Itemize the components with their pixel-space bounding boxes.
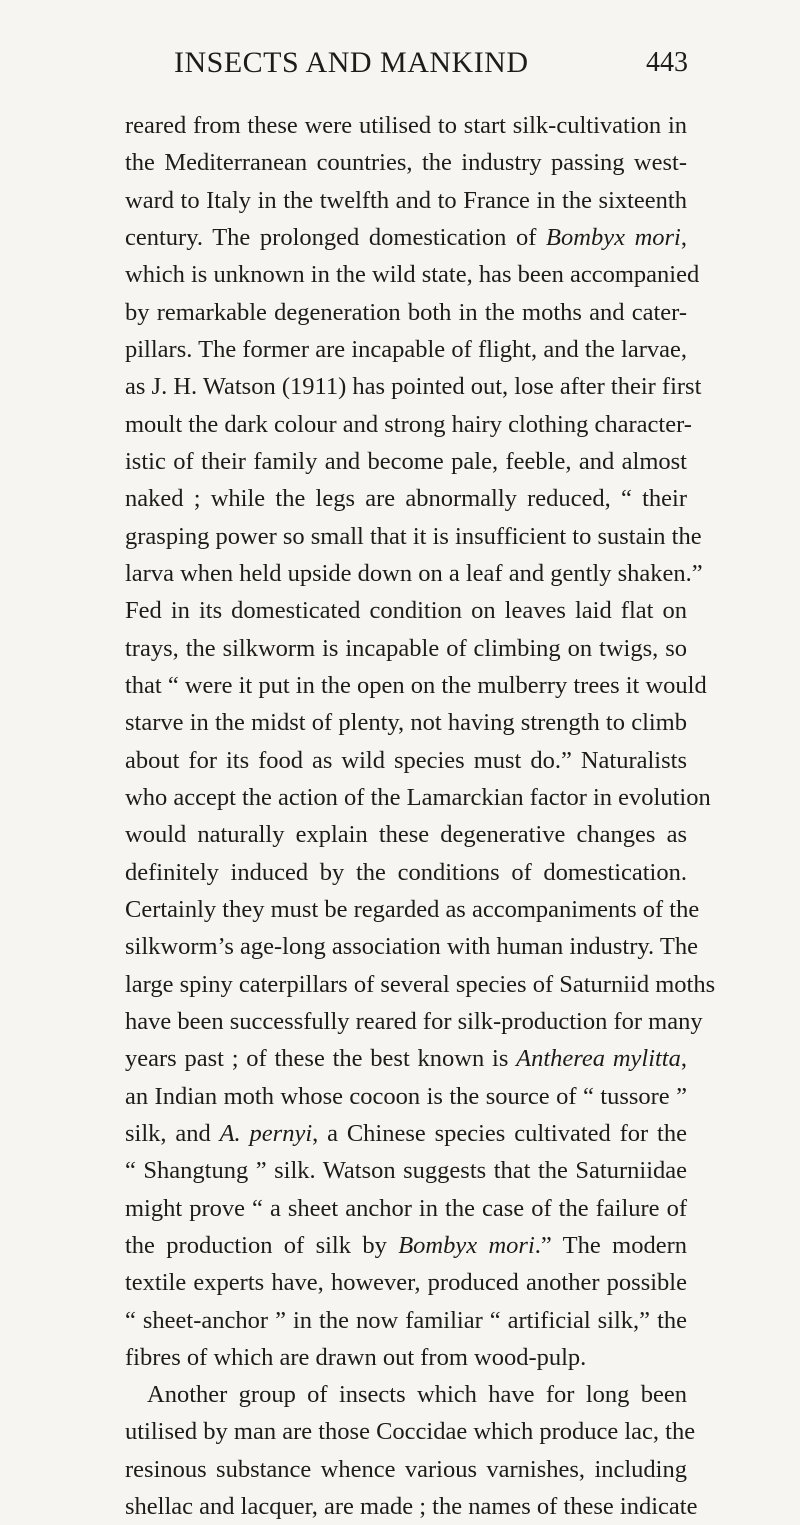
text-line xyxy=(125,779,711,816)
text-line xyxy=(125,1264,687,1301)
text-line xyxy=(125,891,700,928)
text-line xyxy=(125,667,707,704)
italic-text: Antherea mylitta xyxy=(516,1045,681,1073)
italic-text: Bombyx mori xyxy=(398,1231,535,1259)
text-segment: have been successfully reared for silk-production for many xyxy=(125,1007,703,1035)
text-segment: as J. H. Watson (1911) has pointed out, lose after their first xyxy=(125,373,702,401)
text-line xyxy=(125,1413,696,1450)
text-line xyxy=(125,518,702,555)
text-segment: the production of silk by xyxy=(125,1231,399,1259)
text-line xyxy=(125,1451,687,1488)
text-segment: silk, and xyxy=(125,1119,220,1147)
text-line xyxy=(125,704,687,741)
text-segment: “ Shangtung ” silk. Watson suggests that the Saturniidae xyxy=(125,1157,687,1185)
text-line xyxy=(125,256,700,293)
text-segment: textile experts have, however, produced another possible xyxy=(125,1269,687,1297)
text-segment: about for its food as wild species must do.” Naturalists xyxy=(125,746,687,774)
text-line xyxy=(125,1376,687,1413)
text-segment: years past ; of these the best known is xyxy=(125,1045,517,1073)
text-segment: would naturally explain these degenerative changes as xyxy=(125,821,687,849)
text-line xyxy=(125,555,703,592)
text-line xyxy=(125,854,687,891)
text-segment: , a Chinese species cultivated for the xyxy=(312,1119,687,1147)
text-segment: ward to Italy in the twelfth and to France in the sixteenth xyxy=(125,186,687,214)
text-segment: pillars. The former are incapable of flight, and the larvae, xyxy=(125,335,687,363)
text-segment: naked ; while the legs are abnormally reduced, “ their xyxy=(125,485,687,513)
text-segment: large spiny caterpillars of several species of Saturniid moths xyxy=(125,970,716,998)
text-line xyxy=(125,928,698,965)
text-line xyxy=(125,816,687,853)
text-segment: shellac and lacquer, are made ; the names of these indicate xyxy=(125,1493,698,1521)
text-segment: , xyxy=(680,223,687,251)
text-segment: istic of their family and become pale, feeble, and almost xyxy=(125,447,687,475)
text-line xyxy=(125,1227,687,1264)
text-segment: that “ were it put in the open on the mulberry trees it would xyxy=(125,671,707,699)
text-segment: utilised by man are those Coccidae which produce lac, the xyxy=(125,1418,696,1446)
text-segment: moult the dark colour and strong hairy clothing character- xyxy=(125,410,692,438)
text-line xyxy=(125,182,687,219)
text-line xyxy=(125,1152,687,1189)
text-segment: reared from these were utilised to start silk-cultivation in xyxy=(125,112,687,139)
italic-text: Bombyx mori xyxy=(546,223,681,251)
text-segment: Fed in its domesticated condition on leaves laid flat on xyxy=(125,597,687,625)
text-segment: starve in the midst of plenty, not having strength to climb xyxy=(125,709,687,737)
page-number: 443 xyxy=(646,47,688,78)
text-line xyxy=(125,480,687,517)
body-text xyxy=(125,107,716,1525)
text-segment: .” The modern xyxy=(534,1231,687,1259)
text-line xyxy=(125,294,687,331)
text-line xyxy=(125,1190,687,1227)
text-segment: might prove “ a sheet anchor in the case of the failure of xyxy=(125,1194,687,1222)
text-line xyxy=(125,1302,687,1339)
italic-text: A. pernyi xyxy=(219,1119,313,1147)
text-segment: Another group of insects which have for long been xyxy=(147,1381,687,1409)
text-segment: “ sheet-anchor ” in the now familiar “ artificial silk,” the xyxy=(125,1306,687,1334)
text-segment: by remarkable degeneration both in the moths and cater- xyxy=(125,298,687,326)
text-line xyxy=(125,592,687,629)
text-line xyxy=(125,144,687,181)
text-line xyxy=(125,966,716,1003)
text-line xyxy=(125,1488,698,1525)
text-segment: the Mediterranean countries, the industry passing west- xyxy=(125,149,687,177)
text-segment: resinous substance whence various varnishes, including xyxy=(125,1455,687,1483)
text-segment: who accept the action of the Lamarckian factor in evolution xyxy=(125,783,711,811)
text-line xyxy=(125,1339,687,1376)
text-segment: trays, the silkworm is incapable of climbing on twigs, so xyxy=(125,634,687,662)
text-line xyxy=(125,1115,687,1152)
text-line xyxy=(125,630,687,667)
text-line xyxy=(125,1003,703,1040)
text-segment: definitely induced by the conditions of domestication. xyxy=(125,858,687,886)
text-segment: fibres of which are drawn out from wood-pulp. xyxy=(125,1343,587,1371)
text-segment: , xyxy=(680,1045,687,1073)
text-line xyxy=(125,406,692,443)
text-line xyxy=(125,368,702,405)
text-line xyxy=(125,443,687,480)
text-segment: an Indian moth whose cocoon is the source of “ tussore ” xyxy=(125,1082,687,1110)
text-line xyxy=(125,107,687,144)
text-segment: larva when held upside down on a leaf and gently shaken.” xyxy=(125,559,703,587)
page-header xyxy=(0,38,800,88)
text-segment: century. The prolonged domestication of xyxy=(125,223,547,251)
text-line xyxy=(125,742,687,779)
text-segment: silkworm’s age-long association with human industry. The xyxy=(125,933,698,961)
text-segment: Certainly they must be regarded as accompaniments of the xyxy=(125,895,700,923)
running-head: INSECTS AND MANKIND xyxy=(174,46,529,79)
text-line xyxy=(125,1040,687,1077)
text-line xyxy=(125,1078,687,1115)
text-line xyxy=(125,219,687,256)
text-segment: grasping power so small that it is insufficient to sustain the xyxy=(125,522,702,550)
text-segment: which is unknown in the wild state, has been accompanied xyxy=(125,261,700,289)
text-line xyxy=(125,331,687,368)
